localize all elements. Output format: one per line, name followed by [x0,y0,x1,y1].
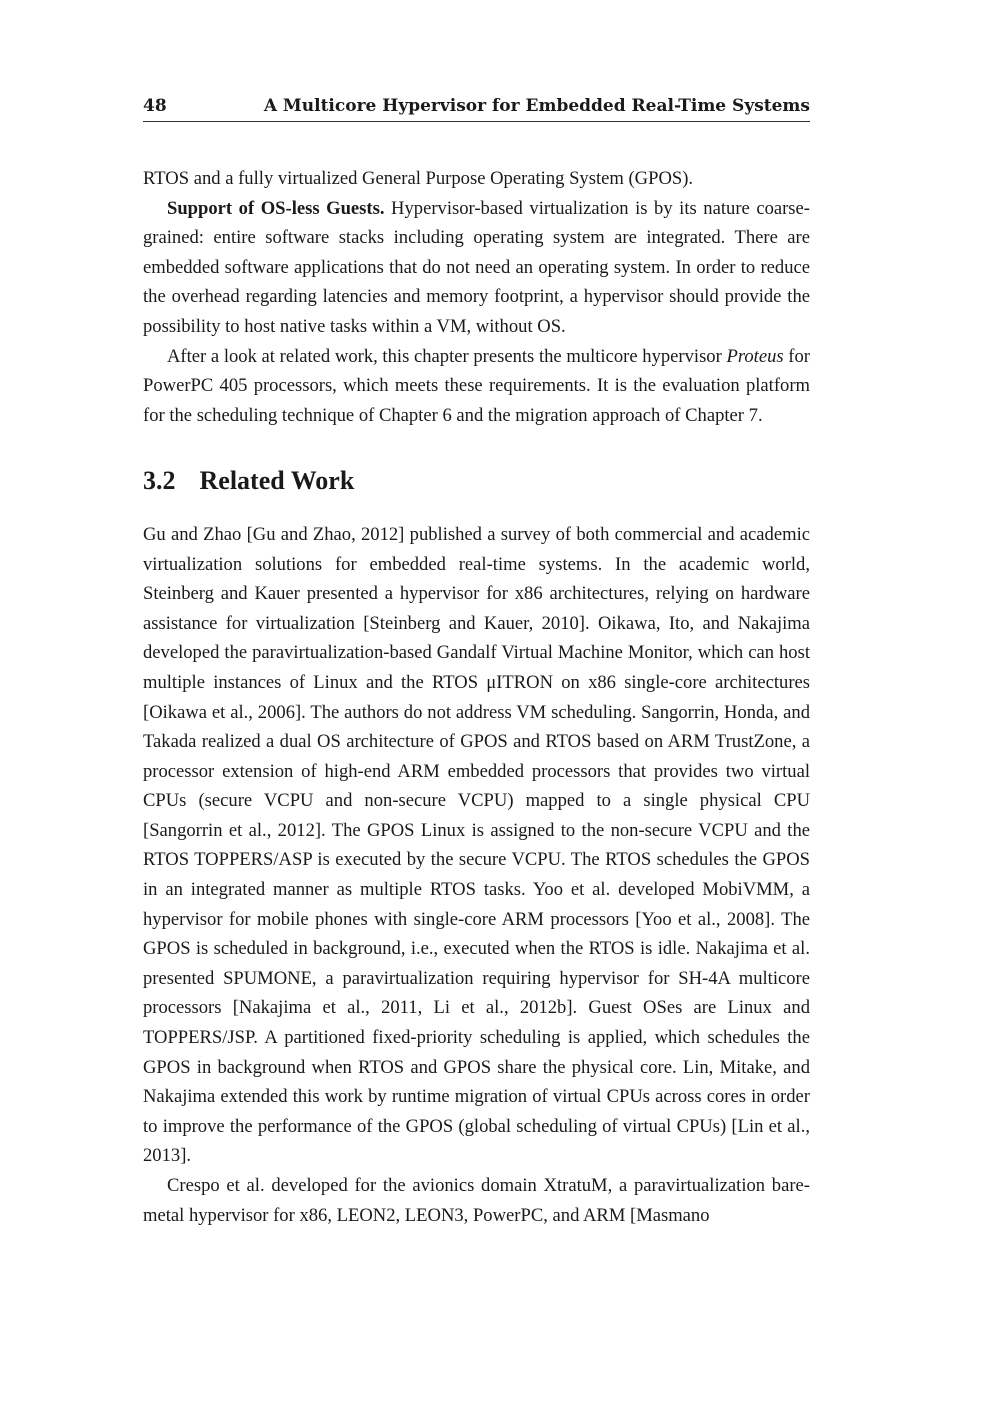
section-heading [143,466,810,496]
section-title: Related Work [199,466,355,496]
page-number: 48 [143,96,167,116]
intro-paragraph-3 [143,342,810,431]
paragraph-lead: Support of OS-less Guests. [167,197,385,219]
intro-paragraph-1: RTOS and a fully virtualized General Purpose Operating System (GPOS). [143,168,694,189]
section-number: 3.2 [143,466,176,496]
page [143,96,810,1230]
paragraph-text-before: After a look at related work, this chapter presents the multicore hypervisor [167,345,727,367]
running-header [143,96,810,122]
related-paragraph-2: Crespo et al. developed for the avionics domain XtratuM, a paravirtualization bare-metal hypervisor for x86, LEON2, LEON3, PowerPC, and ARM [Masmano [143,1175,810,1226]
paragraph-text: Hypervisor-based virtualization is by its nature coarse-grained: entire software stacks including operating system are integrated. There are embedded software applications that do not need an operating system. In order to reduce the overhead regarding latencies and memory footprint, a hypervisor should provide the possibility to host native tasks within a VM, without OS. [143,197,810,337]
intro-paragraph-2 [143,194,810,342]
related-paragraph-1: Gu and Zhao [Gu and Zhao, 2012] published a survey of both commercial and academic virtualization solutions for embedded real-time systems. In the academic world, Steinberg and Kauer presented a hypervisor for x86 architectures, relying on hardware assistance for virtualization [Steinberg and Kauer, 2010]. Oikawa, Ito, and Nakajima developed the paravirtualization-based Gandalf Virtual Machine Monitor, which can host multiple instances of Linux and the RTOS μITRON on x86 single-core architectures [Oikawa et al., 2006]. The authors do not address VM scheduling. Sangorrin, Honda, and Takada realized a dual OS architecture of GPOS and RTOS based on ARM TrustZone, a processor extension of high-end ARM embedded processors that provides two virtual CPUs (secure VCPU and non-secure VCPU) mapped to a single physical CPU [Sangorrin et al., 2012]. The GPOS Linux is assigned to the non-secure VCPU and the RTOS TOPPERS/ASP is executed by the secure VCPU. The RTOS schedules the GPOS in an integrated manner as multiple RTOS tasks. Yoo et al. developed MobiVMM, a hypervisor for mobile phones with single-core ARM processors [Yoo et al., 2008]. The GPOS is scheduled in background, i.e., executed when the RTOS is idle. Nakajima et al. presented SPUMONE, a paravirtualization requiring hypervisor for SH-4A multicore processors [Nakajima et al., 2011, Li et al., 2012b]. Guest OSes are Linux and TOPPERS/JSP. A partitioned fixed-priority scheduling is applied, which schedules the GPOS in background when RTOS and GPOS share the physical core. Lin, Mitake, and Nakajima extended this work by runtime migration of virtual CPUs across cores in order to improve the performance of the GPOS (global scheduling of virtual CPUs) [Lin et al., 2013]. [143,523,810,1167]
body-text [143,164,810,1230]
running-title: A Multicore Hypervisor for Embedded Real-Time Systems [263,96,810,116]
paragraph-text-after: for PowerPC 405 processors, which meets these requirements. It is the evaluation platform for the scheduling technique of Chapter 6 and the migration approach of Chapter 7. [143,345,810,426]
proteus-name: Proteus [726,345,784,367]
